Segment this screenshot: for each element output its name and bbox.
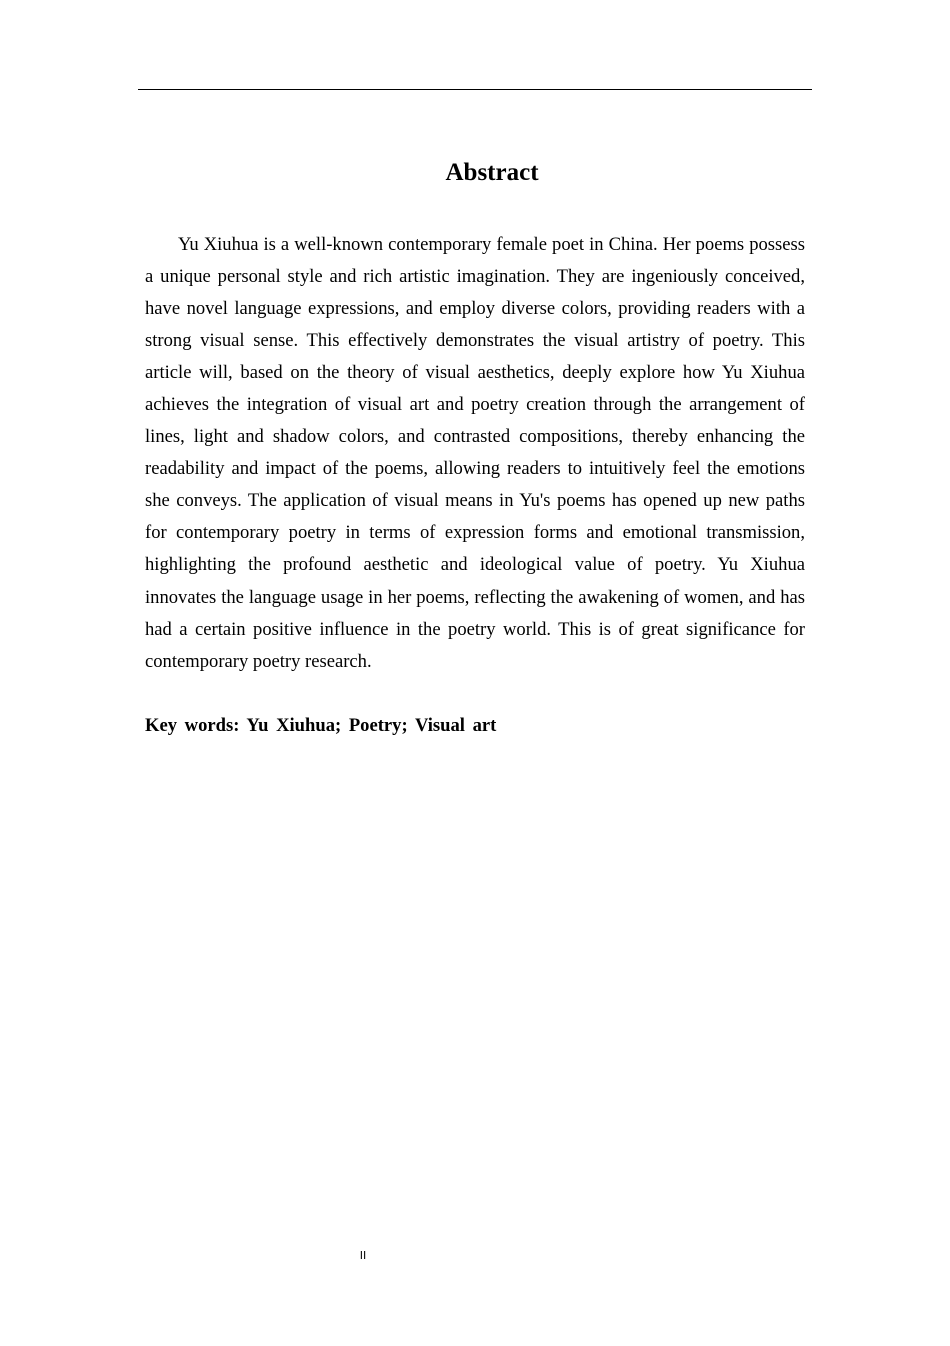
page-number: II <box>359 1249 367 1262</box>
header-rule <box>138 89 812 90</box>
page-title: Abstract <box>445 159 539 186</box>
abstract-paragraph: Yu Xiuhua is a well-known contemporary female poet in China. Her poems possess a unique personal style and rich artistic imagination. They are ingeniously conceived, have novel language expressions, and employ diverse colors, providing readers with a strong visual sense. This effectively demonstrates the visual artistry of poetry. This article will, based on the theory of visual aesthetics, deeply explore how Yu Xiuhua achieves the integration of visual art and poetry creation through the arrangement of lines, light and shadow colors, and contrasted compositions, thereby enhancing the readability and impact of the poems, allowing readers to intuitively feel the emotions she conveys. The application of visual means in Yu's poems has opened up new paths for contemporary poetry in terms of expression forms and emotional transmission, highlighting the profound aesthetic and ideological value of poetry. Yu Xiuhua innovates the language usage in her poems, reflecting the awakening of women, and has had a certain positive influence in the poetry world. This is of great significance for contemporary poetry research. <box>145 234 805 672</box>
keywords-line: Key words: Yu Xiuhua; Poetry; Visual art <box>145 715 497 736</box>
